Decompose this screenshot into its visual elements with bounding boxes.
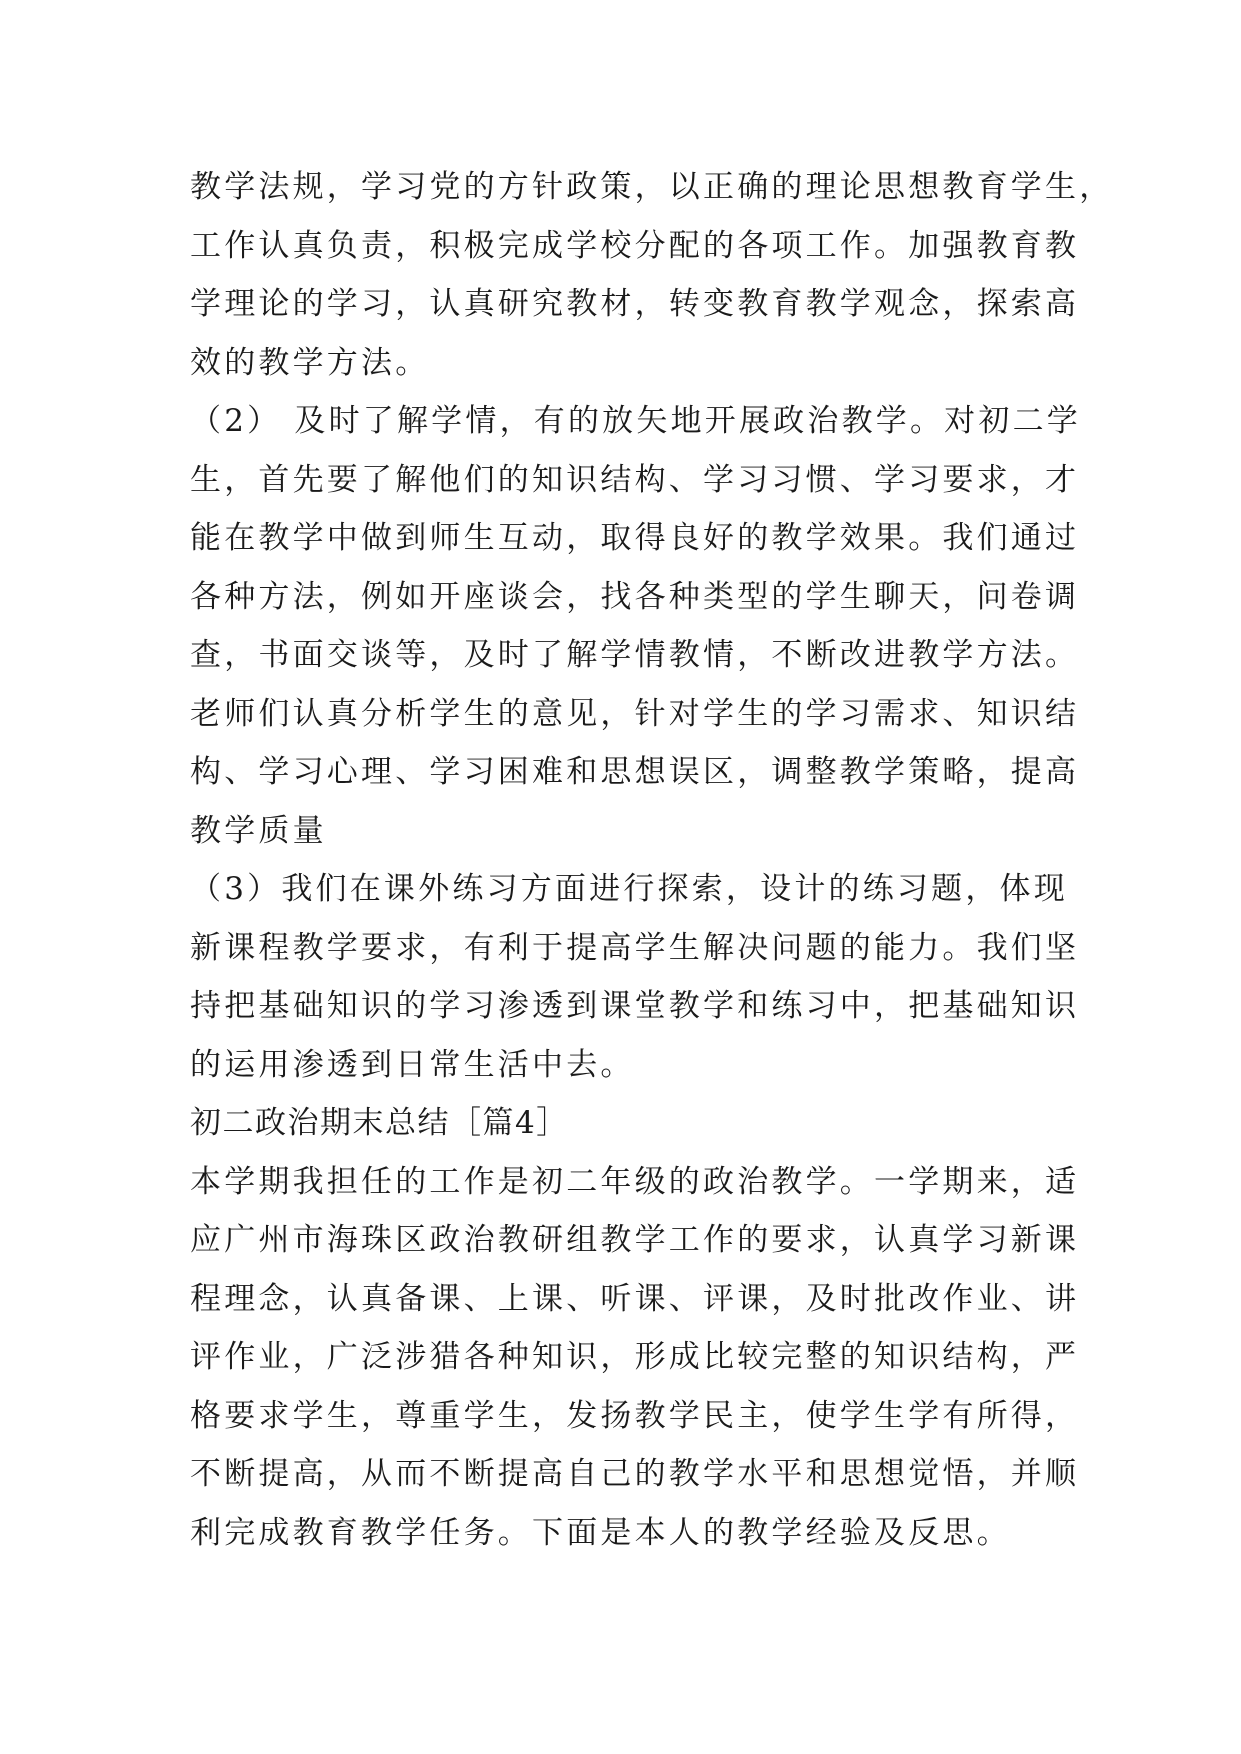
section-heading: 初二政治期末总结［篇4］ bbox=[190, 1105, 569, 1141]
text-line: 本学期我担任的工作是初二年级的政治教学。一学期来，适 bbox=[190, 1163, 1080, 1200]
text-line: 利完成教育教学任务。下面是本人的教学经验及反思。 bbox=[190, 1514, 1011, 1551]
text-line: 效的教学方法。 bbox=[190, 344, 430, 381]
text-line: 教学法规，学习党的方针政策，以正确的理论思想教育学生， bbox=[190, 169, 1114, 205]
text-line: 构、学习心理、学习困难和思想误区，调整教学策略，提高 bbox=[190, 754, 1080, 790]
text-line: （3）我们在课外练习方面进行探索，设计的练习题，体现 bbox=[190, 871, 1068, 907]
text-line: 工作认真负责，积极完成学校分配的各项工作。加强教育教 bbox=[190, 227, 1080, 264]
text-line: 的运用渗透到日常生活中去。 bbox=[190, 1046, 635, 1083]
text-line: 新课程教学要求，有利于提高学生解决问题的能力。我们坚 bbox=[190, 929, 1080, 966]
text-line: 评作业，广泛涉猎各种知识，形成比较完整的知识结构，严 bbox=[190, 1339, 1080, 1375]
text-line: 持把基础知识的学习渗透到课堂教学和练习中，把基础知识 bbox=[190, 988, 1080, 1024]
text-line: 不断提高，从而不断提高自己的教学水平和思想觉悟，并顺 bbox=[190, 1456, 1080, 1492]
text-line: 能在教学中做到师生互动，取得良好的教学效果。我们通过 bbox=[190, 520, 1080, 556]
text-line: （2） 及时了解学情，有的放矢地开展政治教学。对初二学 bbox=[190, 403, 1081, 439]
text-line: 各种方法，例如开座谈会，找各种类型的学生聊天，问卷调 bbox=[190, 578, 1080, 615]
text-line: 教学质量 bbox=[190, 812, 327, 849]
text-line: 查，书面交谈等，及时了解学情教情，不断改进教学方法。 bbox=[190, 637, 1080, 673]
text-line: 程理念，认真备课、上课、听课、评课，及时批改作业、讲 bbox=[190, 1280, 1080, 1317]
document-body bbox=[190, 158, 1114, 1562]
text-line: 老师们认真分析学生的意见，针对学生的学习需求、知识结 bbox=[190, 695, 1080, 732]
text-line: 学理论的学习，认真研究教材，转变教育教学观念，探索高 bbox=[190, 286, 1080, 322]
text-line: 应广州市海珠区政治教研组教学工作的要求，认真学习新课 bbox=[190, 1222, 1080, 1258]
text-line: 格要求学生，尊重学生，发扬教学民主，使学生学有所得， bbox=[190, 1397, 1080, 1434]
text-line: 生，首先要了解他们的知识结构、学习习惯、学习要求，才 bbox=[190, 461, 1080, 498]
